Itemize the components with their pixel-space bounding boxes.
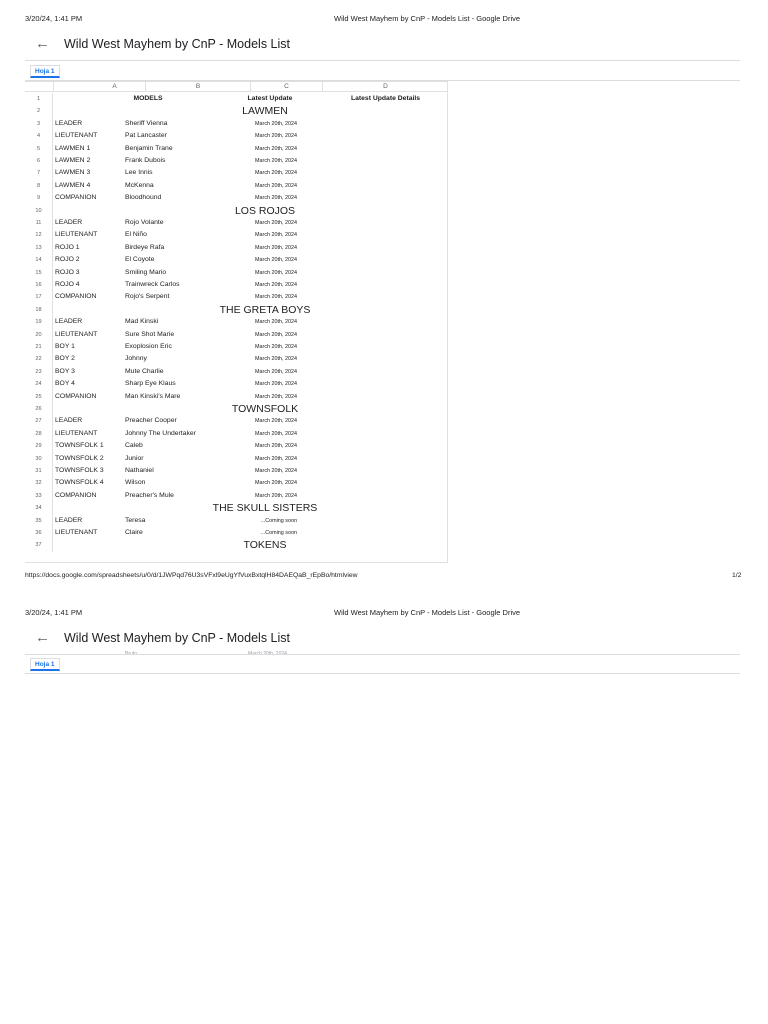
row-number: 16 — [25, 279, 53, 291]
cell-update-date: March 20th, 2024 — [255, 133, 297, 140]
table-row — [25, 453, 448, 465]
cell-role: LAWMEN 1 — [55, 144, 91, 152]
cell-model-name: McKenna — [125, 181, 154, 189]
table-row — [25, 391, 448, 403]
table-header-row — [25, 93, 448, 105]
cell-model-name: El Coyote — [125, 256, 155, 264]
table-row — [25, 229, 448, 241]
table-row — [25, 527, 448, 539]
row-number: 11 — [25, 217, 53, 229]
cell-role: LEADER — [55, 318, 83, 326]
section-row — [25, 205, 448, 217]
row-number: 20 — [25, 329, 53, 341]
row-number: 34 — [25, 502, 53, 514]
row-number: 17 — [25, 291, 53, 303]
cell-model-name: Lee Innis — [125, 169, 153, 177]
row-number: 33 — [25, 490, 53, 502]
cell-role: LEADER — [55, 516, 83, 524]
row-number: 32 — [25, 477, 53, 489]
cell-role: COMPANION — [55, 392, 97, 400]
cell-model-name: Mute Charlie — [125, 367, 164, 375]
cell-update-date: March 20th, 2024 — [255, 170, 297, 177]
table-row — [25, 415, 448, 427]
cell-update-date: March 20th, 2024 — [255, 455, 297, 462]
cell-model-name: Birdeye Rafa — [125, 243, 165, 251]
cell-model-name: Claire — [125, 529, 143, 536]
cell-role: TOWNSFOLK 1 — [55, 442, 104, 450]
cell-model-name: Sheriff Vienna — [125, 119, 168, 127]
table-row — [25, 366, 448, 378]
cell-role: COMPANION — [55, 491, 97, 499]
section-title: LAWMEN — [242, 105, 288, 118]
row-number: 24 — [25, 378, 53, 390]
row-number: 30 — [25, 453, 53, 465]
cell-model-name: Sure Shot Marie — [125, 330, 175, 338]
cell-role: TOWNSFOLK 3 — [55, 467, 104, 474]
row-number: 5 — [25, 143, 53, 155]
cell-update-date: March 20th, 2024 — [255, 344, 297, 350]
footer-url: https://docs.google.com/spreadsheets/u/0/d/1JWPqd76U3sVFxl9eUgYfVuxBxtqlH84DAEQaB_rEpBo/htmlview — [25, 572, 358, 579]
table-row — [25, 254, 448, 266]
clipped-model-name: Bruto — [125, 651, 137, 657]
cell-model-name: Wilson — [125, 479, 146, 487]
print-doc-title: Wild West Mayhem by CnP - Models List - Google Drive — [334, 14, 521, 23]
row-number: 9 — [25, 192, 53, 204]
table-row — [25, 267, 448, 279]
cell-role: LIEUTENANT — [55, 231, 98, 239]
section-row — [25, 403, 448, 415]
cell-role: TOWNSFOLK 4 — [55, 479, 104, 487]
doc-header — [25, 34, 745, 58]
footer-page-number: 1/2 — [732, 572, 742, 579]
row-number: 19 — [25, 316, 53, 328]
row-number: 37 — [25, 539, 53, 551]
cell-update-date: March 20th, 2024 — [255, 443, 297, 450]
table-row — [25, 167, 448, 179]
row-number: 4 — [25, 130, 53, 142]
doc-header-page-2 — [25, 628, 745, 652]
arrow-left-icon[interactable]: ← — [35, 35, 50, 52]
cell-update-date: March 20th, 2024 — [255, 120, 297, 127]
table-row — [25, 477, 448, 489]
cell-role: LIEUTENANT — [55, 529, 98, 536]
tab-hoja-1[interactable]: Hoja 1 — [30, 658, 60, 671]
cell-update-date: March 20th, 2024 — [255, 480, 297, 487]
cell-model-name: Johnny The Undertaker — [125, 429, 196, 437]
row-number: 27 — [25, 415, 53, 427]
spreadsheet-grid — [25, 81, 448, 563]
cell-role: BOY 3 — [55, 367, 75, 375]
table-row — [25, 465, 448, 477]
cell-role: BOY 4 — [55, 380, 75, 388]
clipped-update-date: March 20th, 2024 — [248, 651, 287, 657]
cell-role: BOY 2 — [55, 355, 75, 363]
cell-model-name: Sharp Eye Klaus — [125, 380, 176, 388]
table-row — [25, 242, 448, 254]
cell-update-date: March 20th, 2024 — [255, 232, 297, 239]
row-number: 13 — [25, 242, 53, 254]
cell-update-date: ...Coming soon — [260, 517, 297, 524]
row-number: 36 — [25, 527, 53, 539]
row-number: 35 — [25, 515, 53, 527]
cell-update-date: ...Coming soon — [260, 530, 297, 536]
table-row — [25, 316, 448, 328]
section-row — [25, 105, 448, 117]
section-row — [25, 304, 448, 316]
cell-model-name: Rojo Volante — [125, 219, 164, 226]
cell-role: BOY 1 — [55, 343, 75, 350]
table-row — [25, 440, 448, 452]
print-header-page-2 — [25, 608, 745, 620]
arrow-left-icon[interactable]: ← — [35, 629, 50, 646]
cell-model-name: Pat Lancaster — [125, 132, 167, 140]
row-number: 8 — [25, 180, 53, 192]
row-number: 28 — [25, 428, 53, 440]
cell-update-date: March 20th, 2024 — [255, 294, 297, 301]
cell-model-name: Man Kinski's Mare — [125, 392, 181, 400]
row-number: 2 — [25, 105, 53, 117]
row-number: 3 — [25, 118, 53, 130]
table-row — [25, 130, 448, 142]
section-title: LOS ROJOS — [234, 204, 296, 217]
print-header — [25, 14, 745, 26]
cell-role: LIEUTENANT — [55, 132, 98, 140]
table-row — [25, 341, 448, 353]
cell-role: COMPANION — [55, 293, 97, 301]
header-latest-update: Latest Update — [247, 95, 293, 102]
cell-model-name: Nathaniel — [125, 467, 154, 474]
table-row — [25, 291, 448, 303]
cell-update-date: March 20th, 2024 — [255, 492, 297, 499]
column-header-c[interactable]: C — [250, 82, 322, 92]
tab-hoja-1[interactable]: Hoja 1 — [30, 65, 60, 78]
cell-update-date: March 20th, 2024 — [255, 220, 297, 226]
cell-model-name: Junior — [125, 454, 144, 462]
column-header-b[interactable]: B — [145, 82, 250, 92]
cell-model-name: Mad Kinski — [125, 318, 159, 326]
cell-role: LEADER — [55, 219, 83, 226]
cell-update-date: March 20th, 2024 — [255, 244, 297, 251]
cell-update-date: March 20th, 2024 — [255, 418, 297, 425]
table-row — [25, 192, 448, 204]
table-row — [25, 515, 448, 527]
section-title: THE SKULL SISTERS — [212, 502, 318, 515]
section-title: TOWNSFOLK — [231, 403, 299, 415]
row-number: 31 — [25, 465, 53, 477]
cell-model-name: Exoplosion Eric — [125, 343, 172, 350]
cell-update-date: March 20th, 2024 — [255, 331, 297, 338]
cell-model-name: Benjamin Trane — [125, 144, 173, 152]
row-number: 7 — [25, 167, 53, 179]
table-row — [25, 353, 448, 365]
header-models: MODELS — [133, 95, 163, 102]
row-number: 29 — [25, 440, 53, 452]
column-header-d[interactable]: D — [322, 82, 448, 92]
cell-model-name: Preacher Cooper — [125, 417, 177, 425]
row-number: 22 — [25, 353, 53, 365]
sheet-tab-bar-page-2 — [25, 654, 740, 674]
section-title: THE GRETA BOYS — [219, 303, 311, 316]
cell-role: LIEUTENANT — [55, 429, 98, 437]
cell-update-date: March 20th, 2024 — [255, 195, 297, 202]
cell-model-name: Smiling Mario — [125, 268, 167, 276]
cell-role: TOWNSFOLK 2 — [55, 454, 104, 462]
cell-model-name: Bloodhound — [125, 194, 162, 202]
table-row — [25, 490, 448, 502]
cell-role: LIEUTENANT — [55, 330, 98, 338]
table-row — [25, 329, 448, 341]
column-headers — [25, 81, 448, 92]
cell-model-name: Frank Dubois — [125, 157, 166, 164]
cell-role: ROJO 1 — [55, 243, 80, 251]
table-row — [25, 428, 448, 440]
row-number: 18 — [25, 304, 53, 316]
column-header-a[interactable]: A — [53, 82, 175, 92]
cell-role: LAWMEN 3 — [55, 169, 91, 177]
row-number: 10 — [25, 205, 53, 217]
cell-update-date: March 20th, 2024 — [255, 393, 297, 400]
section-row — [25, 539, 448, 551]
row-number: 12 — [25, 229, 53, 241]
cell-model-name: Trainwreck Carlos — [125, 281, 180, 288]
cell-update-date: March 20th, 2024 — [255, 430, 297, 437]
cell-update-date: March 20th, 2024 — [255, 368, 297, 375]
cell-model-name: Johnny — [125, 355, 147, 363]
row-number: 25 — [25, 391, 53, 403]
cell-update-date: March 20th, 2024 — [255, 182, 297, 189]
cell-update-date: March 20th, 2024 — [255, 269, 297, 276]
section-row — [25, 502, 448, 514]
cell-update-date: March 20th, 2024 — [255, 356, 297, 363]
cell-role: LEADER — [55, 417, 83, 425]
header-latest-update-details: Latest Update Details — [350, 95, 421, 102]
row-number: 14 — [25, 254, 53, 266]
table-row — [25, 217, 448, 229]
table-row — [25, 118, 448, 130]
table-row — [25, 155, 448, 167]
table-row — [25, 279, 448, 291]
sheet-tab-bar — [25, 60, 740, 81]
print-doc-title: Wild West Mayhem by CnP - Models List - Google Drive — [334, 608, 521, 617]
print-timestamp: 3/20/24, 1:41 PM — [25, 14, 83, 23]
cell-role: ROJO 4 — [55, 281, 80, 288]
cell-role: ROJO 3 — [55, 268, 80, 276]
cell-model-name: El Niño — [125, 231, 147, 239]
cell-model-name: Caleb — [125, 442, 143, 450]
print-timestamp: 3/20/24, 1:41 PM — [25, 608, 83, 617]
cell-model-name: Preacher's Mule — [125, 491, 174, 499]
cell-update-date: March 20th, 2024 — [255, 468, 297, 474]
cell-role: COMPANION — [55, 194, 97, 202]
cell-update-date: March 20th, 2024 — [255, 257, 297, 264]
page-title: Wild West Mayhem by CnP - Models List — [64, 631, 290, 645]
table-row — [25, 143, 448, 155]
row-number: 6 — [25, 155, 53, 167]
cell-update-date: March 20th, 2024 — [255, 158, 297, 164]
cell-update-date: March 20th, 2024 — [255, 319, 297, 326]
row-number: 15 — [25, 267, 53, 279]
cell-role: ROJO 2 — [55, 256, 80, 264]
cell-update-date: March 20th, 2024 — [255, 381, 297, 388]
table-row — [25, 378, 448, 390]
row-number: 21 — [25, 341, 53, 353]
cell-update-date: March 20th, 2024 — [255, 145, 297, 152]
cell-model-name: Rojo's Serpent — [125, 293, 170, 301]
cell-update-date: March 20th, 2024 — [255, 282, 297, 288]
section-title: TOKENS — [243, 539, 287, 552]
cell-role: LAWMEN 2 — [55, 157, 91, 164]
page-title: Wild West Mayhem by CnP - Models List — [64, 37, 290, 51]
cell-model-name: Teresa — [125, 516, 146, 524]
cell-role: LEADER — [55, 119, 83, 127]
table-row — [25, 180, 448, 192]
row-number: 1 — [25, 93, 53, 105]
cell-role: LAWMEN 4 — [55, 181, 91, 189]
row-number: 26 — [25, 403, 53, 415]
row-number: 23 — [25, 366, 53, 378]
